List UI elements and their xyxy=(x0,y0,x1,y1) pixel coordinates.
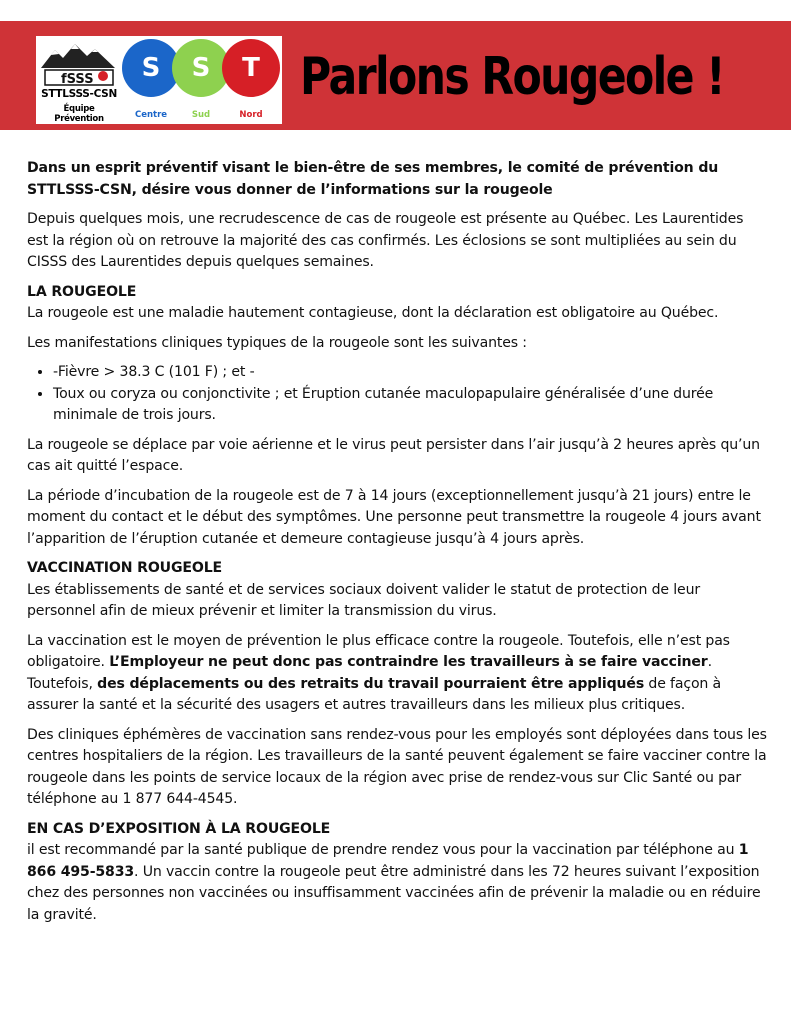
team-name: Équipe Prévention xyxy=(54,104,104,124)
text-run: La vaccination est le moyen de prévention le plus efficace contre la rougeole. Toutefois, elle n’est pas obligatoire. xyxy=(27,632,730,670)
list-item: • -Fièvre > 38.3 C (101 F) ; et - xyxy=(53,362,767,384)
symptoms-intro: Les manifestations cliniques typiques de la rougeole sont les suivantes : xyxy=(27,334,527,351)
text-run: . Toutefois, xyxy=(27,654,712,692)
svg-text:fSSS: fSSS xyxy=(61,72,94,86)
phone-number: 1 866 495-5833 xyxy=(27,842,749,880)
page-title: Parlons Rougeole ! xyxy=(300,47,724,107)
logo xyxy=(36,36,282,124)
bold-run: des déplacements ou des retraits du travail pourraient être appliqués xyxy=(97,675,645,692)
sst-label-nord: Nord xyxy=(239,110,263,120)
section-heading-exposition: EN CAS D’EXPOSITION À LA ROUGEOLE xyxy=(27,820,331,837)
vaccination-status-paragraph: Les établissements de santé et de services sociaux doivent valider le statut de protection de leur personnel afin de mieux prévenir et limiter la transmission du virus. xyxy=(27,581,700,619)
text-run: il est recommandé par la santé publique de prendre rendez vous pour la vaccination par téléphone au xyxy=(27,842,739,858)
list-item: • Toux ou coryza ou conjonctivite ; et Éruption cutanée maculopapulaire généralisée d’une durée minimale de trois jours. xyxy=(53,384,767,427)
sst-letter: S xyxy=(191,53,211,83)
header-banner xyxy=(0,21,791,130)
intro-paragraph: Dans un esprit préventif visant le bien-être de ses membres, le comité de prévention du STTLSSS-CSN, désire vous donner de l’informations sur la rougeole xyxy=(27,160,719,198)
sst-label-sud: Sud xyxy=(191,110,211,120)
clinics-paragraph: Des cliniques éphémères de vaccination sans rendez-vous pour les employés sont déployées dans tous les centres hospitaliers de la région. Les travailleurs de la santé peuvent également se faire vacciner contre la rougeole dans les points de service locaux de la région avec prise de rendez-vous sur Clic Santé ou par téléphone au 1 877 644-4545. xyxy=(27,726,767,807)
definition-paragraph: La rougeole est une maladie hautement contagieuse, dont la déclaration est obligatoire au Québec. xyxy=(27,305,719,321)
document-body xyxy=(27,158,767,934)
incubation-paragraph: La période d’incubation de la rougeole est de 7 à 14 jours (exceptionnellement jusqu’à 21 jours) entre le moment du contact et le début des symptômes. Une personne peut transmettre la rougeole 4 jours avant l’apparition de l’éruption cutanée et demeure contagieuse jusqu’à 4 jours après. xyxy=(27,487,761,547)
csn-logo xyxy=(39,40,119,122)
mountain-icon xyxy=(39,40,119,86)
context-paragraph: Depuis quelques mois, une recrudescence de cas de rougeole est présente au Québec. Les Laurentides est la région où on retrouve la majorité des cas confirmés. Les éclosions se sont multipliées au sein du CISSS des Laurentides depuis quelques semaines. xyxy=(27,211,744,270)
text-run: . Un vaccin contre la rougeole peut être administré dans les 72 heures suivant l’exposition chez des personnes non vaccinées ou insuffisamment vaccinées afin de prévenir la maladie ou en réduire la gravité. xyxy=(27,863,761,923)
bold-run: L’Employeur ne peut donc pas contraindre les travailleurs à se faire vacciner xyxy=(109,654,708,670)
sst-letter: S xyxy=(141,53,161,83)
org-name: STTLSSS-CSN xyxy=(41,88,117,100)
exposure-paragraph xyxy=(27,840,767,926)
section-heading-vaccination: VACCINATION ROUGEOLE xyxy=(27,560,222,576)
transmission-paragraph: La rougeole se déplace par voie aérienne et le virus peut persister dans l’air jusqu’à 2 heures après qu’un cas ait quitté l’espace. xyxy=(27,436,760,474)
vaccination-policy-paragraph xyxy=(27,631,767,717)
text-run: de façon à assurer la santé et la sécurité des usagers et autres travailleurs dans les milieux plus critiques. xyxy=(27,675,722,713)
sst-label-centre: Centre xyxy=(134,110,168,120)
sst-circle-nord xyxy=(222,39,280,97)
sst-letter: T xyxy=(242,53,260,83)
section-heading-rougeole: LA ROUGEOLE xyxy=(27,283,137,300)
symptoms-list xyxy=(27,362,767,427)
